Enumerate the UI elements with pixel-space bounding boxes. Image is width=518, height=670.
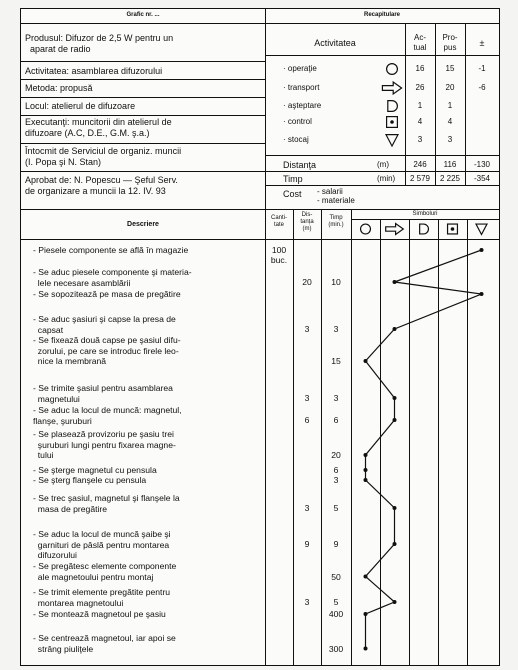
info-executanti: Executanţi: muncitorii din atelierul de difuzoare (A.C, D.E., G.M. ş.a.) (25, 117, 172, 138)
recap-timp-label: Timp (283, 174, 303, 184)
symbol-header-icons (351, 219, 499, 239)
recap-row-symbol (377, 114, 407, 130)
table-row-distanta: 3 (304, 503, 310, 513)
header-divider (21, 23, 499, 24)
recap-row-symbol (377, 132, 407, 148)
flow-point (364, 468, 368, 472)
table-col-distanta: Dis- tanța (m) (300, 212, 314, 232)
recap-col-diff: ± (479, 38, 485, 48)
table-row-distanta: 3 (304, 393, 310, 403)
recap-cost-items: - salarii - materiale (317, 187, 355, 205)
flow-point (393, 506, 397, 510)
flow-point (393, 600, 397, 604)
table-row-timp: 5 (333, 597, 339, 607)
arrow-icon (386, 224, 404, 235)
table-row-description: - Piesele componente se află în magazie (33, 245, 189, 255)
recap-col-propus: Pro- pus (442, 33, 458, 52)
recap-distanta-diff: -130 (473, 160, 490, 169)
table-col-timp: Timp (min.) (328, 215, 344, 228)
table-row-description: - Se trimite şasiul pentru asamblarea magnetului (33, 383, 173, 404)
table-row-distanta: 20 (302, 277, 312, 287)
flow-point (364, 575, 368, 579)
table-row-timp: 20 (331, 450, 341, 460)
recap-row-symbol (377, 61, 407, 77)
recap-row-symbol (377, 80, 407, 96)
table-row-distanta: 9 (304, 539, 310, 549)
table-row-description: - Se aduc şasiuri şi capse la presa de capsat (33, 314, 176, 335)
recap-row-label: · stocaj (283, 135, 309, 144)
table-row-timp: 6 (333, 465, 339, 475)
table-row-description: - Se trimit elemente pregătite pentru montarea magnetoului (33, 587, 171, 608)
flow-point (364, 612, 368, 616)
recap-cost-label: Cost (283, 189, 302, 199)
recap-timp-propus: 2 225 (439, 174, 461, 183)
table-row-timp: 300 (328, 643, 344, 654)
recap-timp-actual: 2 579 (409, 174, 431, 183)
square-icon (387, 117, 398, 128)
table-row-timp: 400 (328, 609, 344, 619)
recap-timp-unit: (min) (377, 174, 396, 183)
table-row-description: - Se fixează două capse pe şasiul difu- zorului, pe care se introduc firele leo- nice la membrană (33, 335, 181, 366)
flow-point (393, 396, 397, 400)
table-row-description: - Se centrează magnetoul, iar apoi se strâng piuliţele (33, 633, 176, 654)
table-row-timp: 3 (333, 324, 339, 334)
process-chart-sheet (20, 8, 500, 666)
info-produsul: Produsul: Difuzor de 2,5 W pentru un aparat de radio (25, 33, 174, 54)
recap-row-propus: 3 (447, 135, 453, 144)
table-col-simboluri: Simboluri (412, 211, 438, 217)
recap-row-actual: 26 (415, 83, 425, 92)
recap-row-label: · aşteptare (283, 101, 322, 110)
symbol-flow-line (351, 239, 499, 665)
flow-point (364, 453, 368, 457)
flow-point (393, 280, 397, 284)
table-row-timp: 9 (333, 539, 339, 549)
table-row-description: - Se pregătesc elemente componente ale magnetoului pentru montaj (33, 561, 177, 582)
dshape-icon (420, 224, 429, 234)
recap-row-actual: 3 (417, 135, 423, 144)
info-intocmit: Întocmit de Serviciul de organiz. muncii (I. Popa şi N. Stan) (25, 146, 182, 167)
info-metoda: Metoda: propusă (25, 83, 93, 93)
recap-row-symbol (377, 98, 407, 114)
table-row-timp: 6 (333, 415, 339, 425)
recap-row-diff: -6 (478, 83, 486, 92)
recap-col-actual: Ac- tual (413, 33, 427, 52)
table-row-timp: 10 (331, 277, 341, 287)
right-title: Recapitulare (363, 12, 400, 18)
triangle-icon (386, 135, 398, 146)
flow-polyline (366, 250, 482, 649)
recap-row-label: · control (283, 117, 312, 126)
recap-distanta-actual: 246 (413, 160, 427, 169)
table-row-description: - Se montează magnetoul pe şasiu (33, 609, 166, 619)
flow-point (393, 327, 397, 331)
flow-point (364, 478, 368, 482)
table-row-description: - Se aduc la locul de muncă şaibe şi garnituri de pâslă pentru montarea difuzorului (33, 529, 171, 560)
table-row-distanta: 3 (304, 597, 310, 607)
recap-row-label: · transport (283, 83, 320, 92)
left-title: Grafic nr. ... (126, 12, 160, 18)
triangle-icon (476, 224, 487, 234)
recap-distanta-label: Distanţa (283, 160, 317, 170)
recap-row-propus: 20 (445, 83, 455, 92)
recap-timp-diff: -354 (473, 174, 490, 183)
recap-col-activitatea: Activitatea (314, 38, 356, 48)
arrow-icon (382, 82, 401, 94)
recap-row-propus: 4 (447, 117, 453, 126)
table-row-distanta: 3 (304, 324, 310, 334)
table-row-timp: 3 (333, 475, 339, 485)
recap-row-propus: 1 (447, 101, 453, 110)
recap-row-actual: 4 (417, 117, 423, 126)
table-row-timp: 15 (331, 356, 341, 366)
recap-row-propus: 15 (445, 64, 455, 73)
flow-point (364, 359, 368, 363)
table-row-description: - Se sopozitează pe masa de pregătire (33, 289, 181, 299)
table-col-descriere: Descriere (127, 221, 159, 228)
info-aprobat: Aprobat de: N. Popescu — Şeful Serv. de organizare a muncii la 12. IV. 93 (25, 175, 178, 196)
table-row-description: - Se aduc piesele componente şi materia- lele necesare asamblării (33, 267, 192, 288)
table-row-description: - Se şterge magnetul cu pensula (33, 465, 157, 475)
recap-row-actual: 1 (417, 101, 423, 110)
table-row-timp: 50 (331, 571, 341, 582)
table-row-timp: 3 (333, 393, 339, 403)
flow-point (480, 292, 484, 296)
circle-icon (387, 64, 398, 75)
recap-row-label: · operaţie (283, 64, 317, 73)
table-row-distanta: 6 (304, 415, 310, 425)
flow-point (480, 248, 484, 252)
recap-distanta-propus: 116 (443, 160, 457, 169)
recap-row-actual: 16 (415, 64, 425, 73)
table-col-cantitate: Canti- tate (270, 215, 287, 228)
table-row-cantitate: 100 buc. (270, 245, 288, 265)
table-row-description: - Se trec şasiul, magnetul şi flanşele la masa de pregătire (33, 493, 180, 514)
flow-point (364, 647, 368, 651)
circle-icon (361, 224, 371, 234)
table-row-timp: 5 (333, 503, 339, 513)
recap-row-diff: -1 (478, 64, 486, 73)
square-icon (448, 224, 458, 234)
info-locul: Locul: atelierul de difuzoare (25, 101, 136, 111)
table-row-description: - Se şterg flanşele cu pensula (33, 475, 147, 485)
dshape-icon (388, 101, 398, 112)
flow-point (393, 542, 397, 546)
table-row-description: - Se aduc la locul de muncă: magnetul, flanşe, şuruburi (33, 405, 182, 426)
info-activitatea: Activitatea: asamblarea difuzorului (25, 66, 163, 76)
table-row-description: - Se plasează provizoriu pe şasiu trei şuruburi lungi pentru fixarea magne- tului (33, 429, 176, 460)
recap-distanta-unit: (m) (377, 160, 389, 169)
flow-point (393, 418, 397, 422)
